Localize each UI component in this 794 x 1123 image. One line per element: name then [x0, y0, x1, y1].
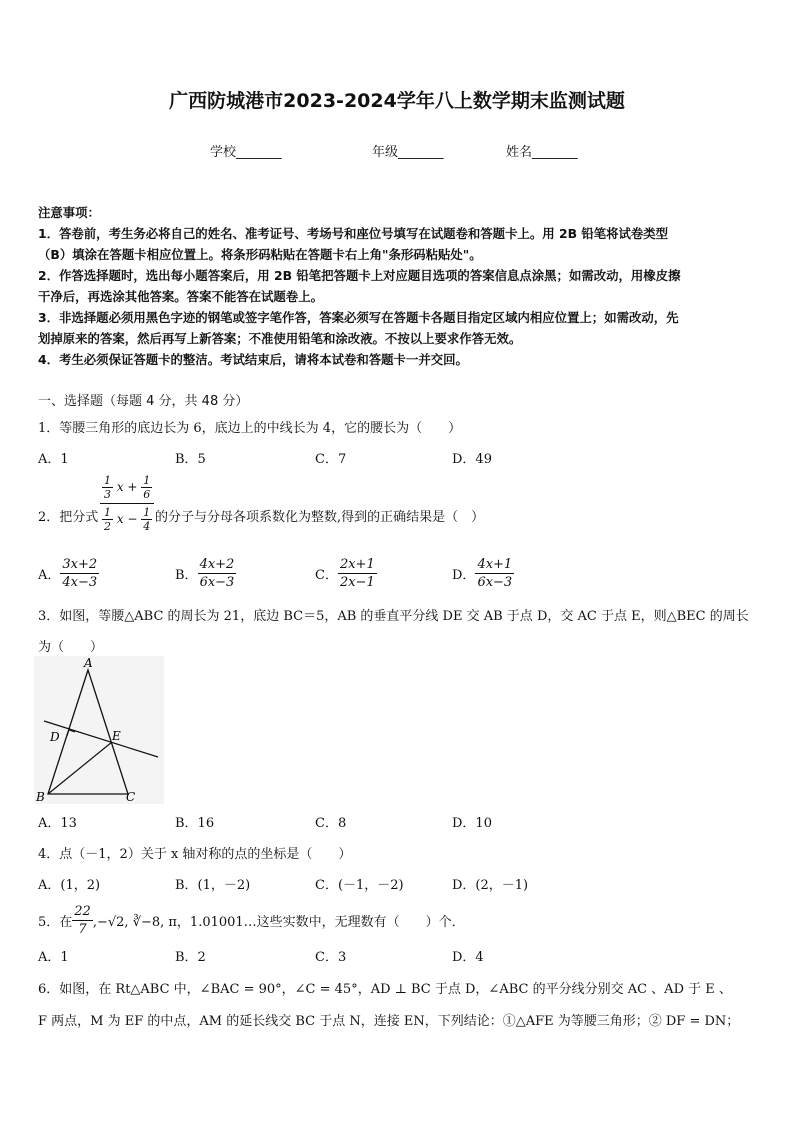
q3-option-b: B．16: [175, 816, 215, 831]
q3-option-c: C．8: [315, 816, 347, 831]
grade-field: 年级_______: [372, 145, 444, 160]
section-heading: 一、选择题（每题 4 分，共 48 分）: [38, 394, 249, 409]
label-c: C: [126, 790, 136, 804]
q4-option-d: D．(2，－1): [452, 878, 529, 893]
question-2-suffix: 的分子与分母各项系数化为整数,得到的正确结果是（ ）: [155, 510, 485, 525]
label-a: A: [84, 656, 93, 670]
q1-option-d: D．49: [452, 452, 492, 467]
question-6-line2: F 两点，M 为 EF 的中点，AM 的延长线交 BC 于点 N，连接 EN，下列结论：①△AFE 为等腰三角形；② DF = DN；: [38, 1014, 740, 1029]
q5-option-c: C．3: [315, 950, 347, 965]
q4-option-b: B．(1，－2): [175, 878, 251, 893]
q5-option-b: B．2: [175, 950, 206, 965]
q2-option-c: C． $\frac{2x+1}{2x-1}$: [315, 557, 375, 590]
q4-option-a: A．(1，2): [38, 878, 101, 893]
question-6-line1: 6．如图，在 Rt△ABC 中，∠BAC = 90°，∠C = 45°，AD ⊥ BC 于点 D，∠ABC 的平分线分别交 AC 、AD 于 E 、: [38, 982, 732, 997]
page-title: 广西防城港市2023-2024学年八上数学期末监测试题: [169, 90, 625, 112]
label-b: B: [36, 790, 45, 804]
label-d: D: [50, 730, 60, 744]
q5-option-a: A．1: [38, 950, 69, 965]
q2-option-b: B． $\frac{4x+2}{6x-3}$: [175, 557, 235, 590]
label-e: E: [112, 729, 121, 743]
name-field: 姓名_______: [506, 145, 578, 160]
notice-line: 1．答卷前，考生务必将自己的姓名、准考证号、考场号和座位号填写在试题卷和答题卡上。用 2B 铅笔将试卷类型: [38, 226, 669, 241]
q2-option-a: A． $\frac{3x+2}{4x-3}$: [38, 557, 98, 590]
q1-option-b: B．5: [175, 452, 206, 467]
question-3-line2: 为（ ）: [38, 640, 104, 655]
question-1-stem: 1．等腰三角形的底边长为 6，底边上的中线长为 4，它的腰长为（ ）: [38, 421, 462, 436]
notice-line: 3．非选择题必须用黑色字迹的钢笔或签字笔作答，答案必须写在答题卡各题目指定区域内相应位置上；如需改动，先: [38, 310, 679, 325]
question-4-stem: 4．点（－1，2）关于 x 轴对称的点的坐标是（ ）: [38, 847, 352, 862]
notice-line: 干净后，再选涂其他答案。答案不能答在试题卷上。: [38, 289, 323, 304]
q3-option-d: D．10: [452, 816, 492, 831]
q1-option-c: C．7: [315, 452, 347, 467]
question-2-prefix: 2．把分式: [38, 510, 99, 525]
q2-option-d: D． $\frac{4x+1}{6x-3}$: [452, 557, 513, 590]
notice-line: 划掉原来的答案，然后再写上新答案；不准使用铅笔和涂改液。不按以上要求作答无效。: [38, 331, 522, 346]
question-5-stem: 5．在 $\frac{22}{7}$ ,−√2, ∛−8, π，1.01001…这些实数中，无理数有（ ）个．: [38, 904, 465, 937]
q4-option-c: C．(－1，－2): [315, 878, 404, 893]
q5-option-d: D．4: [452, 950, 484, 965]
question-3-line1: 3．如图，等腰△ABC 的周长为 21，底边 BC＝5，AB 的垂直平分线 DE 交 AB 于点 D，交 AC 于点 E，则△BEC 的周长: [38, 609, 749, 624]
q1-option-a: A．1: [38, 452, 69, 467]
notice-line: 4．考生必须保证答题卡的整洁。考试结束后，请将本试卷和答题卡一并交回。: [38, 352, 468, 367]
notice-line: （B）填涂在答题卡相应位置上。将条形码粘贴在答题卡右上角"条形码粘贴处"。: [38, 247, 482, 262]
triangle-figure: [34, 656, 164, 804]
notice-line: 2．作答选择题时，选出每小题答案后，用 2B 铅笔把答题卡上对应题目选项的答案信息点涂黑；如需改动，用橡皮擦: [38, 268, 681, 283]
q3-option-a: A．13: [38, 816, 77, 831]
notice-heading: 注意事项：: [38, 205, 100, 220]
school-field: 学校_______: [210, 145, 282, 160]
q2-compound-fraction: $\frac{1}{3}$ x + $\frac{1}{6}$ $\frac{1}{2}$ x − $\frac{1}{4}$: [100, 474, 154, 533]
